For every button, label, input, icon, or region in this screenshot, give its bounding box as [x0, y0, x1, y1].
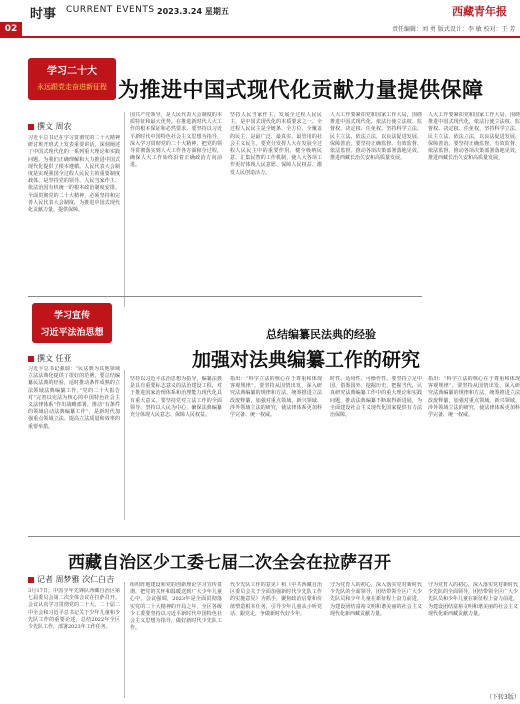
masthead — [0, 0, 520, 40]
masthead-rule — [0, 36, 520, 38]
issue-date: 2023.3.24 星期五 — [157, 7, 229, 16]
paper-name: 西藏青年报 — [452, 5, 507, 18]
column-badge-law — [32, 303, 112, 343]
badge-subtitle: 习近平法治思想 — [40, 328, 104, 338]
byline-text: 记者 周梦雅 次仁白吉 — [37, 575, 115, 584]
article2-column-1: 习近平总书记强调：“民法典为其他领域立法法典化提供了很好的范例，要总结编纂民法典的经验，适时推动条件成熟的立法领域法典编纂工作。”党的二十大报告对“完善以宪法为核心的中国特色社会主义法律体系”作出战略部署。推动“有条件的领域启动法典编纂工作”，是新时代加强重点领域立法、提高立法质量和效率的重要举措。 — [28, 366, 120, 430]
article3-column-2: 组织阵地建设和党的创新理论学习宣传贯彻，把党的关怀和温暖送到广大少年儿童心中。会议强调，2023年是全面贯彻落实党的二十大精神的开局之年，全区各级少工委要坚持以习近平新时代中国特色社会主义思想为指导，做好新时代少先队工作。 — [130, 582, 222, 632]
section-divider — [28, 536, 520, 537]
article3-byline — [28, 574, 114, 585]
column-divider — [124, 112, 125, 307]
section-title: 时事 — [30, 7, 57, 22]
square-icon — [28, 356, 34, 362]
article2-kicker: 总结编纂民法典的经验 — [266, 328, 376, 341]
continued-note: （下转3版） — [486, 694, 520, 701]
article2-column-5: 指出：“科学立法的核心在于尊重和体现客观规律”。要坚持从国情出发，深入研究法典编纂的规律和方法，统筹推进立法改废释纂，加强对重点领域、新兴领域、涉外领域立法的研究，使法律体系更加科学完备、统一权威。 — [428, 376, 520, 419]
article1-column-5: 人大工作要紧扣党和国家工作大局，围绕推进中国式现代化，依法行使立法权、监督权、决定权、任免权。坚持科学立法、民主立法、依法立法，以良法促进发展、保障善治。要坚持正确监督、有效监督、依法监督，推动各项决策部署落地见效，推进西藏长治久安和高质量发展。 — [428, 112, 520, 162]
article3-column-4: 守为党育人的初心，深入落实党对新时代少先队的全面领导，团结带领全区广大少先队员和少年儿童在新征程上奋力前进，为建设团结富裕文明和谐美丽的社会主义现代化新西藏贡献力量。 — [330, 582, 422, 617]
square-icon — [28, 577, 34, 583]
section-subtitle: CURRENT EVENTS — [66, 5, 155, 15]
article3-column-1: 3月17日，中国少年先锋队西藏自治区第七届委员会第二次全体会议在拉萨召开。会议认真学习贯彻党的二十大、二十届二中全会和习近平总书记关于少年儿童和少先队工作的重要论述，总结2022年全区少先队工作，部署2023年工作任务。 — [28, 588, 120, 631]
badge-title: 学习宣传 — [53, 311, 90, 321]
article1-column-1: 习近平总书记在学习贯彻党的二十大精神研讨班开班式上发表重要讲话，深刻阐述了中国式现代化的一系列重大理论和实践问题，为我们正确理解和大力推进中国式现代化提供了根本遵循。人民代表大会制度是实现我国全过程人民民主的重要制度载体，是坚持党的领导、人民当家作主、依法治国有机统一的根本政治制度安排。全面贯彻党的二十大精神，必须坚持和完善人民代表大会制度，为推进中国式现代化贡献力量、提供保障。 — [28, 135, 120, 214]
editor-info: 责任编辑：刘 勇 版式设计：李 敏 校对：王 芳 — [392, 26, 516, 33]
byline-text: 撰文 周农 — [37, 122, 72, 131]
section-divider — [28, 296, 422, 297]
article1-column-4: 人大工作要紧扣党和国家工作大局，围绕推进中国式现代化，依法行使立法权、监督权、决定权、任免权。坚持科学立法、民主立法、依法立法，以良法促进发展、保障善治。要坚持正确监督、有效监督、依法监督，推动各项决策部署落地见效，推进西藏长治久安和高质量发展。 — [330, 112, 422, 162]
article1-headline: 为推进中国式现代化贡献力量提供保障 — [118, 78, 484, 102]
square-icon — [28, 124, 34, 130]
article2-column-4: 时性、适用性、可操作性。要坚持立足中国、借鉴国外，挖掘历史、把握当代，认真研究法典编纂工作中的重大理论和实践问题，推动法典编纂不断取得新进展，为全面建设社会主义现代化国家提供有力法治保障。 — [330, 376, 422, 419]
article3-column-3: 代少先队工作的意见》和《中共西藏自治区委员会关于全面加强新时代少先队工作的实施意见》为抓手，聚焦政治启蒙和价值塑造根本任务，引导少年儿童从小听党话、跟党走，争做新时代好少年。 — [230, 582, 322, 617]
article1-column-2: 国共产党领导，是人民代表大会制度的本质特征和最大优势。在推进新时代人大工作的根本保证和必然要求。要坚持以习近平新时代中国特色社会主义思想为指导，深入学习贯彻党的二十大精神，把党的领导贯彻落实到人大工作各方面和全过程，确保人大工作始终沿着正确政治方向前进。 — [130, 112, 222, 169]
column-badge-study — [28, 58, 116, 100]
column-divider — [124, 370, 125, 520]
byline-text: 撰文 任亚 — [37, 354, 72, 363]
article3-headline: 西藏自治区少工委七届二次全会在拉萨召开 — [68, 553, 391, 573]
page-number: 02 — [0, 22, 22, 36]
badge-title: 学习二十大 — [47, 66, 97, 77]
badge-subtitle: 永远跟党走奋进新征程 — [37, 83, 107, 91]
article2-byline — [28, 353, 72, 364]
article1-byline — [28, 121, 72, 132]
article2-column-3: 指出：“科学立法的核心在于尊重和体现客观规律”。要坚持从国情出发，深入研究法典编纂的规律和方法，统筹推进立法改废释纂，加强对重点领域、新兴领域、涉外领域立法的研究，使法律体系更加科学完备、统一权威。 — [230, 376, 322, 419]
article2-headline: 加强对法典编纂工作的研究 — [192, 349, 421, 371]
column-divider — [124, 582, 125, 698]
article1-column-3: 坚持人民当家作主，发展全过程人民民主，是中国式现代化的本质要求之一。全过程人民民主是全链条、全方位、全覆盖的民主，是最广泛、最真实、最管用的社会主义民主。要充分发挥人大在发展全过程人民民主中的重要作用，健全吸纳民意、汇集民智的工作机制，使人大各项工作更好体现人民意愿、保障人民权益、激发人民创造活力。 — [230, 112, 322, 176]
article3-column-5: 守为党育人的初心，深入落实党对新时代少先队的全面领导，团结带领全区广大少先队员和少年儿童在新征程上奋力前进，为建设团结富裕文明和谐美丽的社会主义现代化新西藏贡献力量。 — [428, 582, 518, 617]
article2-column-2: 坚持以习近平法治思想为指导，编纂法典是具有重要标志意义的法治建设工程，对于推进国家治理体系和治理能力现代化具有重大意义。要坚持党对立法工作的全面领导，坚持以人民为中心，确保法典编纂充分体现人民意志、保障人民权益。 — [130, 376, 222, 419]
